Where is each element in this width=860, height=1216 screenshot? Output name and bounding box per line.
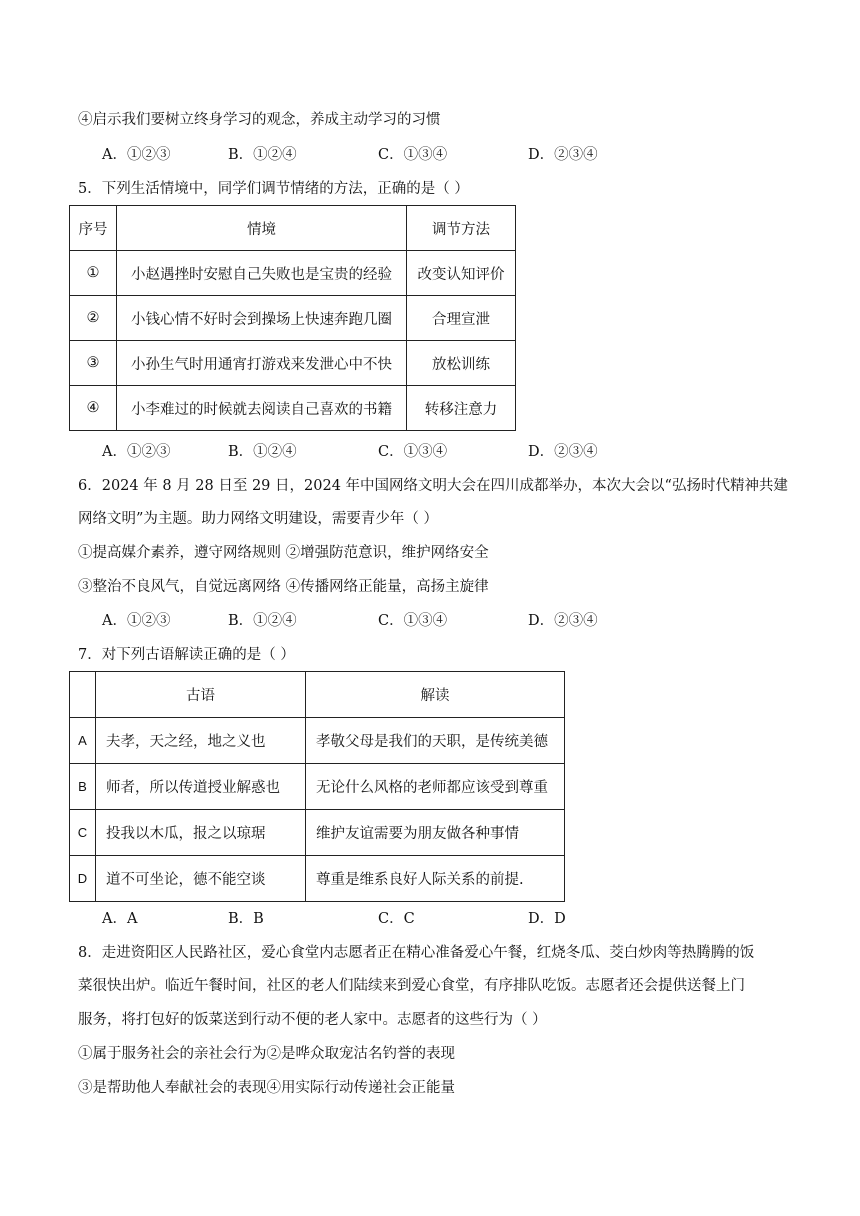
- table-row: [70, 386, 516, 431]
- q6-stem-line2: 网络文明”为主题。助力网络文明建设，需要青少年（ ）: [78, 511, 439, 527]
- header-index: 序号: [70, 206, 117, 251]
- cell-index: ①: [70, 251, 117, 296]
- cell-letter: C: [70, 810, 96, 856]
- cell-method: 放松训练: [407, 341, 516, 386]
- q4-options: [102, 145, 662, 165]
- cell-interpretation: 维护友谊需要为朋友做各种事情: [306, 810, 565, 856]
- option-d: D．②③④: [528, 613, 598, 629]
- table-row: [70, 856, 565, 902]
- cell-method: 合理宣泄: [407, 296, 516, 341]
- option-c: C．①③④: [378, 147, 448, 163]
- cell-saying: 道不可坐论，德不能空谈: [96, 856, 306, 902]
- cell-method: 改变认知评价: [407, 251, 516, 296]
- cell-index: ④: [70, 386, 117, 431]
- header-method: 调节方法: [407, 206, 516, 251]
- q6-stem-line1: 6．2024 年 8 月 28 日至 29 日，2024 年中国网络文明大会在四川成都举办，本次大会以“弘扬时代精神共建: [78, 478, 788, 494]
- q8-statements-1: ①属于服务社会的亲社会行为②是哗众取宠沽名钓誉的表现: [78, 1046, 455, 1062]
- option-a: A．①②③: [102, 147, 171, 163]
- q8-stem-line2: 菜很快出炉。临近午餐时间，社区的老人们陆续来到爱心食堂，有序排队吃饭。志愿者还会提供送餐上门: [78, 978, 745, 994]
- header-interpretation: 解读: [306, 672, 565, 718]
- cell-letter: D: [70, 856, 96, 902]
- cell-saying: 投我以木瓜，报之以琼琚: [96, 810, 306, 856]
- header-letter: [70, 672, 96, 718]
- q4-statement-4: ④启示我们要树立终身学习的观念，养成主动学习的习惯: [78, 112, 441, 128]
- table-row: [70, 718, 565, 764]
- cell-method: 转移注意力: [407, 386, 516, 431]
- option-a: A．①②③: [102, 613, 171, 629]
- q5-options: [102, 442, 662, 462]
- cell-index: ②: [70, 296, 117, 341]
- option-d: D．D: [528, 911, 566, 927]
- option-b: B．①②④: [228, 147, 297, 163]
- cell-letter: B: [70, 764, 96, 810]
- option-a: A．①②③: [102, 444, 171, 460]
- table-row: [70, 296, 516, 341]
- q5-stem: 5．下列生活情境中，同学们调节情绪的方法，正确的是（ ）: [78, 181, 469, 197]
- cell-scenario: 小孙生气时用通宵打游戏来发泄心中不快: [117, 341, 407, 386]
- cell-letter: A: [70, 718, 96, 764]
- q8-statements-2: ③是帮助他人奉献社会的表现④用实际行动传递社会正能量: [78, 1080, 455, 1096]
- q6-options: [102, 611, 662, 631]
- option-b: B．B: [228, 911, 264, 927]
- table-header-row: [70, 206, 516, 251]
- q8-stem-line3: 服务，将打包好的饭菜送到行动不便的老人家中。志愿者的这些行为（ ）: [78, 1012, 547, 1028]
- cell-saying: 师者，所以传道授业解惑也: [96, 764, 306, 810]
- option-a: A．A: [102, 911, 138, 927]
- option-b: B．①②④: [228, 613, 297, 629]
- cell-scenario: 小钱心情不好时会到操场上快速奔跑几圈: [117, 296, 407, 341]
- option-c: C．C: [378, 911, 415, 927]
- table-row: [70, 810, 565, 856]
- q7-table: [69, 671, 565, 902]
- table-header-row: [70, 672, 565, 718]
- option-c: C．①③④: [378, 613, 448, 629]
- q5-table: [69, 205, 516, 431]
- option-d: D．②③④: [528, 444, 598, 460]
- header-scenario: 情境: [117, 206, 407, 251]
- header-saying: 古语: [96, 672, 306, 718]
- option-b: B．①②④: [228, 444, 297, 460]
- cell-scenario: 小李难过的时候就去阅读自己喜欢的书籍: [117, 386, 407, 431]
- q8-stem-line1: 8．走进资阳区人民路社区，爱心食堂内志愿者正在精心准备爱心午餐，红烧冬瓜、茭白炒肉等热腾腾的饭: [78, 945, 755, 961]
- cell-interpretation: 孝敬父母是我们的天职，是传统美德: [306, 718, 565, 764]
- q6-statements-1: ①提高媒介素养，遵守网络规则 ②增强防范意识，维护网络安全: [78, 545, 489, 561]
- table-row: [70, 251, 516, 296]
- option-d: D．②③④: [528, 147, 598, 163]
- cell-interpretation: 无论什么风格的老师都应该受到尊重: [306, 764, 565, 810]
- cell-index: ③: [70, 341, 117, 386]
- cell-interpretation: 尊重是维系良好人际关系的前提.: [306, 856, 565, 902]
- cell-saying: 夫孝，天之经，地之义也: [96, 718, 306, 764]
- option-c: C．①③④: [378, 444, 448, 460]
- q7-options: [102, 909, 662, 929]
- cell-scenario: 小赵遇挫时安慰自己失败也是宝贵的经验: [117, 251, 407, 296]
- q7-stem: 7．对下列古语解读正确的是（ ）: [78, 647, 295, 663]
- table-row: [70, 764, 565, 810]
- q6-statements-2: ③整治不良风气，自觉远离网络 ④传播网络正能量，高扬主旋律: [78, 579, 489, 595]
- table-row: [70, 341, 516, 386]
